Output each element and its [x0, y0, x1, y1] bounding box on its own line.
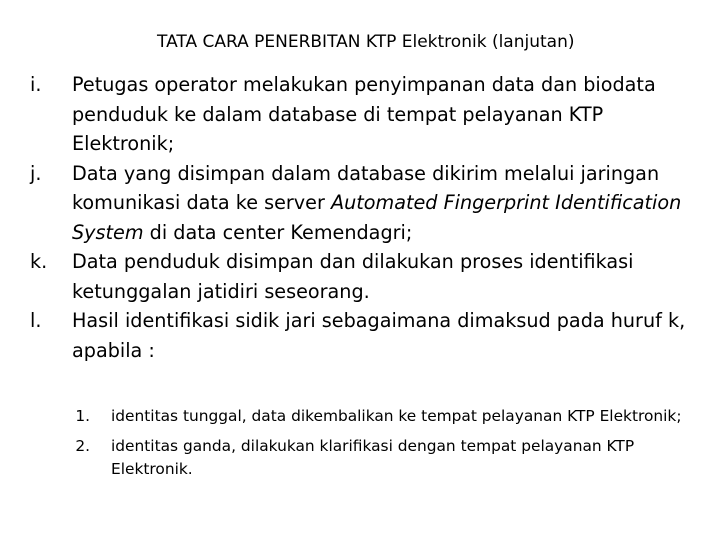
list-item-k	[30, 247, 706, 306]
list-item-text: Petugas operator melakukan penyimpanan data dan biodata penduduk ke dalam database di tempat pelayanan KTP Elektronik;	[72, 73, 656, 155]
list-item-i	[30, 70, 706, 159]
list-marker: j.	[30, 161, 42, 185]
sub-list-item-text: identitas tunggal, data dikembalikan ke tempat pelayanan KTP Elektronik;	[111, 407, 682, 425]
sub-list-marker: 2.	[75, 436, 90, 455]
list-item-j	[30, 159, 706, 248]
list-item-text-part: Data yang disimpan dalam database dikirim melalui jaringan komunikasi data ke server	[72, 161, 660, 214]
list-marker: k.	[30, 250, 48, 273]
list-item-text: Hasil identifikasi sidik jari sebagaimana dimaksud pada huruf k, apabila :	[72, 309, 686, 362]
sub-list-item-text: identitas ganda, dilakukan klarifikasi dengan tempat pelayanan KTP Elektronik.	[111, 436, 635, 478]
sub-list	[66, 405, 696, 488]
list-marker: l.	[30, 309, 42, 332]
sub-list-marker: 1.	[75, 407, 90, 425]
list-item-text	[72, 162, 681, 244]
sub-list-item-1	[66, 405, 696, 429]
list-item-l	[30, 306, 706, 365]
list-item-text: Data penduduk disimpan dan dilakukan proses identifikasi ketunggalan jatidiri seseorang.	[72, 250, 634, 303]
list-marker: i.	[30, 73, 42, 96]
page-title: TATA CARA PENERBITAN KTP Elektronik (lanjutan)	[157, 32, 575, 52]
list-item-text-part: di data center Kemendagri;	[143, 220, 413, 244]
afis-system-name: Automated Fingerprint Identification System	[72, 191, 682, 244]
sub-list-item-2	[66, 435, 696, 482]
procedure-list	[30, 70, 706, 365]
